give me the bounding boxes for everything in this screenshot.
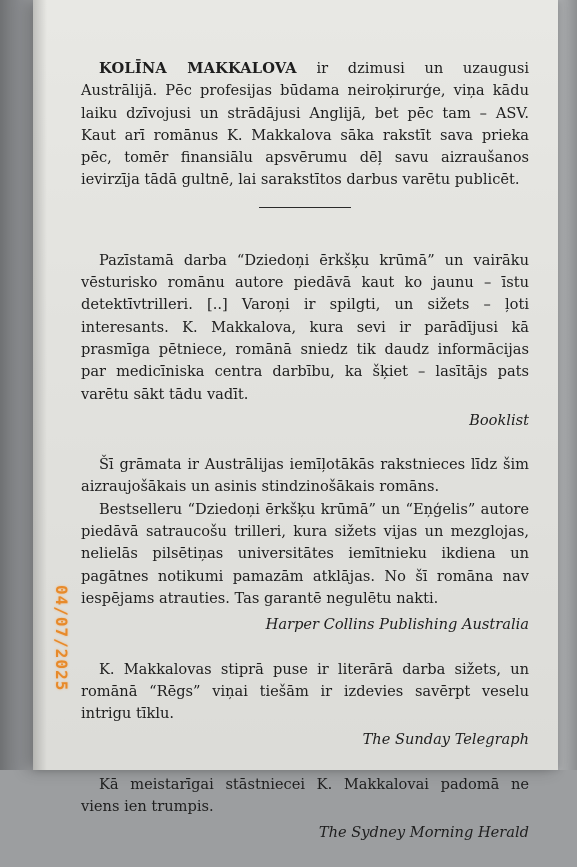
review-source: The Sunday Telegraph (362, 731, 529, 749)
review-source: The Sydney Morning Herald (318, 824, 529, 842)
review-paragraph: K. Makkalovas stiprā puse ir literārā darba sižets, un romānā “Rēgs” viņai tiešām ir izdevies savērpt veselu intrigu tīklu. (81, 660, 529, 723)
author-bio-text: ir dzimusi un uzaugusi Austrālijā. Pēc profesijas būdama neiroķirurģe, viņa kādu laiku dzīvojusi un strādājusi Anglijā, bet pēc tam – ASV. Kaut arī romānus K. Makkalova sāka rakstīt sava prieka pēc, tomēr finansiālu apsvērumu dēļ savu aizraušanos ievirzīja tādā gultnē, lai sarakstītos darbus varētu publicēt. (81, 60, 529, 189)
review-paragraph: Bestselleru “Dziedoņi ērkšķu krūmā” un “Eņģelis” autore piedāvā satraucošu trilleri, kura sižets vijas un mezglojas, nelielās pilsētiņas universitātes iemītnieku ikdiena un pagātnes notikumi pamazām atklājas. No šī romāna nav iespējams atrauties. Tas garantē negulētu nakti. (81, 500, 529, 607)
review-source: Booklist (469, 411, 529, 429)
page-text (81, 58, 529, 867)
page-spine-shadow (33, 0, 47, 770)
review-paragraph: Šī grāmata ir Austrālijas iemīļotākās rakstnieces līdz šim aizraujošākais un asinis stindzinošākais romāns. (81, 456, 529, 496)
review-source: Harper Collins Publishing Australia (265, 616, 529, 634)
author-name: KOLĪNA MAKKALOVA (99, 60, 297, 77)
review-paragraph: Pazīstamā darba “Dziedoņi ērkšķu krūmā” un vairāku vēsturisko romānu autore piedāvā kaut ko jaunu – īstu detektīvtrilleri. [..] Varoņi ir spilgti, un sižets – ļoti interesants. K. Makkalova, kura sevi ir parādījusi kā prasmīga pētniece, romānā sniedz tik daudz informācijas par medicīniska centra darbību, ka šķiet – lasītājs pats varētu sākt tādu vadīt. (81, 251, 529, 403)
author-bio (81, 58, 529, 192)
section-divider (259, 207, 351, 208)
review-paragraph: Kā meistarīgai stāstniecei K. Makkalovai padomā ne viens ien trumpis. (81, 775, 529, 816)
book-page (33, 0, 558, 842)
date-stamp: 04/07/2025 (52, 585, 71, 692)
